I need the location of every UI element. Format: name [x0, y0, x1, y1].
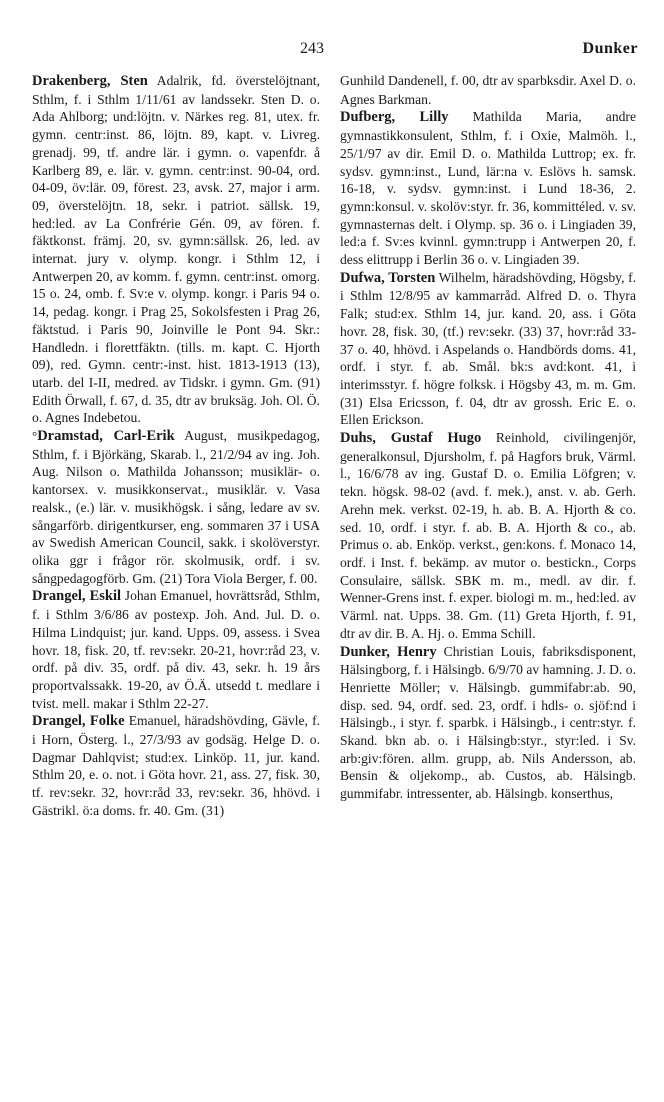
- running-head: Dunker: [582, 40, 638, 57]
- entry-continuation: [340, 72, 636, 108]
- entry-name: Dunker, Henry: [340, 643, 437, 660]
- entry-name: Dufberg, Lilly: [340, 109, 449, 126]
- entry-text: Christian Louis, fabriksdisponent, Hälsingborg, f. i Hälsingb. 6/9/70 av hamning. J. D. o. Henriette Möller; v. Hälsingb. gummifabr:ab. 90, disp. sed. 94, ordf. sed. 23, ordf. i hdls- o. sjöf:nd i Hälsingb., i styr. f. sparbk. i Hälsingb., i centr:styr. f. Skand. bkn ab. o. i Hälsingb:styr., styr:led. i Sv. arb:giv:fören. allm. grupp, ab. Nils Andersson, ab. Bensin & oljekomp., ab. Custos, ab. Hälsingb. gummifabr. intressenter, ab. Hälsingb. konserthus,: [340, 643, 636, 802]
- entry: [340, 269, 636, 429]
- entry-text: Emanuel, häradshövding, Gävle, f. i Horn, Österg. l., 27/3/93 av godsäg. Helge D. o. Dagmar Dahlqvist; stud:ex. Linköp. 11, jur. kand. Sthlm 20, e. o. not. i Göta hovr. 21, ass. 27, fisk. 30, tf. rev:sekr. 32, hovr:råd 33, rev:sekr. 36, hhövd. i Gästrikl. ö:a doms. fr. 40. Gm. (31): [32, 713, 320, 818]
- entry-name: Duhs, Gustaf Hugo: [340, 430, 482, 447]
- entry: [32, 587, 320, 712]
- entry: [340, 429, 636, 642]
- entry-prefix: °: [32, 428, 38, 444]
- left-column: [32, 72, 320, 820]
- entry-text: Gunhild Dandenell, f. 00, dtr av sparbksdir. Axel D. o. Agnes Barkman.: [340, 73, 636, 107]
- entry: [340, 108, 636, 268]
- right-column: [340, 72, 636, 803]
- entry-text: Adalrik, fd. överstelöjtnant, Sthlm, f. i Sthlm 1/11/61 av landssekr. Sten D. o. Ada Ahlborg; und:löjtn. v. Närkes reg. 81, utex. fr. gymn. centr:inst. 86, löjtn. 89, kapt. v. Livreg. grenadj. 99, tf. andre lär. i gymn. o. vapenfdr. å Karlberg 89, e. lär. v. gymn. centr:inst. 90-04, ord. 04-09, öv:lär. 09, förest. 23, avsk. 27, major i arm. 09, överstelöjtn. 18, sekr. i patriot. sällsk. 19, hed:led. av La Confrérie Gén. 09, av fören. f. fäktkonst. främj. 20, sv. gymn:sällsk. 26, led. av internat. jury v. olymp. kongr. i Sthlm 12, i Antwerpen 20, av komm. f. gymn. centr:inst. omorg. 15 o. 24, omb. f. Sv:e v. olymp. kongr. i Paris 94 o. 14, pedag. kongr. i Prag 25, Sokolsfesten i Prag 26, fäktstud. i Paris 90, Joinville le Pont 94. Skr.: Handledn. i florettfäktn. (tills. m. kapt. C. Hjorth 09), red. Gymn. centr:-inst. hist. 1813-1913 (13), utarb. del I-II, medred. av Tidskr. i gymn. Gm. (91) Edith Örwall, f. 67, d. 35, dtr av bruksäg. Joh. Ol. Ö. o. Agnes Indebetou.: [32, 73, 320, 426]
- entry-name: Drangel, Eskil: [32, 588, 122, 605]
- entry-name: Dramstad, Carl-Erik: [37, 428, 175, 445]
- entry-text: Wilhelm, häradshövding, Högsby, f. i Sthlm 12/8/95 av kammarråd. Alfred D. o. Thyra Falk; stud:ex. Sthlm 14, jur. kand. 20, ass. i Göta hovr. 28, fisk. 30, (tf.) rev:sekr. (33) 37, hovr:råd 33-37 o. 40, hhövd. i Aspelands o. Handbörds doms. 41, ordf. i styr. f. ab. Smål. bk:s avd:kont. 41, i interimsstyr. f. högre folksk. i Högsby 43, m. m. Gm. (31) Elsa Ericsson, f. 04, dtr av grossh. Eric E. o. Ellen Erickson.: [340, 269, 637, 428]
- entry-name: Drangel, Folke: [32, 713, 125, 730]
- entry-name: Dufwa, Torsten: [340, 269, 436, 286]
- entry-text: Reinhold, civilingenjör, generalkonsul, Djursholm, f. på Hagfors bruk, Värml. l., 16/6/78 av ing. Gustaf D. o. Emilia Löfgren; v. tekn. högsk. 98-02 (avd. f. mek.), anst. v. ab. Gerh. Arehn mek. verkst. 02-19, h. ab. B. A. Hjorth & co. sed. 10, ordf. i styr. f. ab. B. A. Hjorth & co., ab. Primus o. ab. Enköp. verkst., gen:kons. f. Monaco 14, ordf. i Inst. f. bekämp. av mutor o. bestickn., Corps Consulaire, sällsk. SBK m. m., medl. av dir. f. Wenner-Grens inst. f. exper. biologi m. m., hed:led. av Värml. nat. Upps. 38. Gm. (11) Greta Hjorth, f. 91, dtr av dir. B. A. Hj. o. Emma Schill.: [340, 430, 636, 641]
- page-number: 243: [300, 40, 324, 57]
- page-header: [0, 40, 664, 64]
- entry-text: Mathilda Maria, andre gymnastikkonsulent, Sthlm, f. i Oxie, Malmöh. l., 25/1/97 av dir. Emil D. o. Mathilda Luttrop; ex. fr. sydsv. gymn:inst., Lund, lär:na v. Eslövs h. samsk. 16-18, v. sydsv. gymn:inst. i Lund 18-36, 2. gymn:konsul. v. skolöv:styr. fr. 36, kommittéled. v. sv. gymnasternas delt. i Olymp. sp. 36 o. i Lingiaden 39, led:a f. Sv:es kvinnl. gymn:trupp i Antwerpen 20, f. dess elittrupp i Berlin 36 o. v. Lingiaden 39.: [340, 109, 636, 268]
- entry: [340, 643, 636, 803]
- entry: [32, 427, 320, 587]
- entry-text: August, musikpedagog, Sthlm, f. i Björkäng, Skarab. l., 21/2/94 av ing. Joh. Aug. Nilson o. Mathilda Johansson; musiklär- o. kantorsex. v. musikkonservat., musiklär. v. Vasa realsk., (e.) lär. v. musikhögsk. i sång, ledare av sv. sångarförb. dirigentkurser, eng. sommaren 37 i USA av Swedish American Council, sakk. i skolöverstyr. olika ggr i frågor rör. skolmusik, ordf. i sv. sångpedagogförb. Gm. (21) Tora Viola Berger, f. 00.: [32, 428, 320, 586]
- entry: [32, 712, 320, 819]
- entry-text: Johan Emanuel, hovrättsråd, Sthlm, f. i Sthlm 3/6/86 av postexp. Joh. And. Jul. D. o. Hilma Lindquist; jur. kand. Upps. 09, assess. i Svea hovr. 18, fisk. 20, tf. rev:sekr. 20-21, hovr:råd 23, v. ordf. på div. 35, ordf. på div. 43, sekr. h. 19 års proportvalssakk. 19-20, av Ö.Ä. utsedd t. medlare i tvist. mell. makar i Sthlm 22-27.: [32, 588, 320, 711]
- entry-name: Drakenberg, Sten: [32, 73, 148, 89]
- entry: [32, 72, 320, 427]
